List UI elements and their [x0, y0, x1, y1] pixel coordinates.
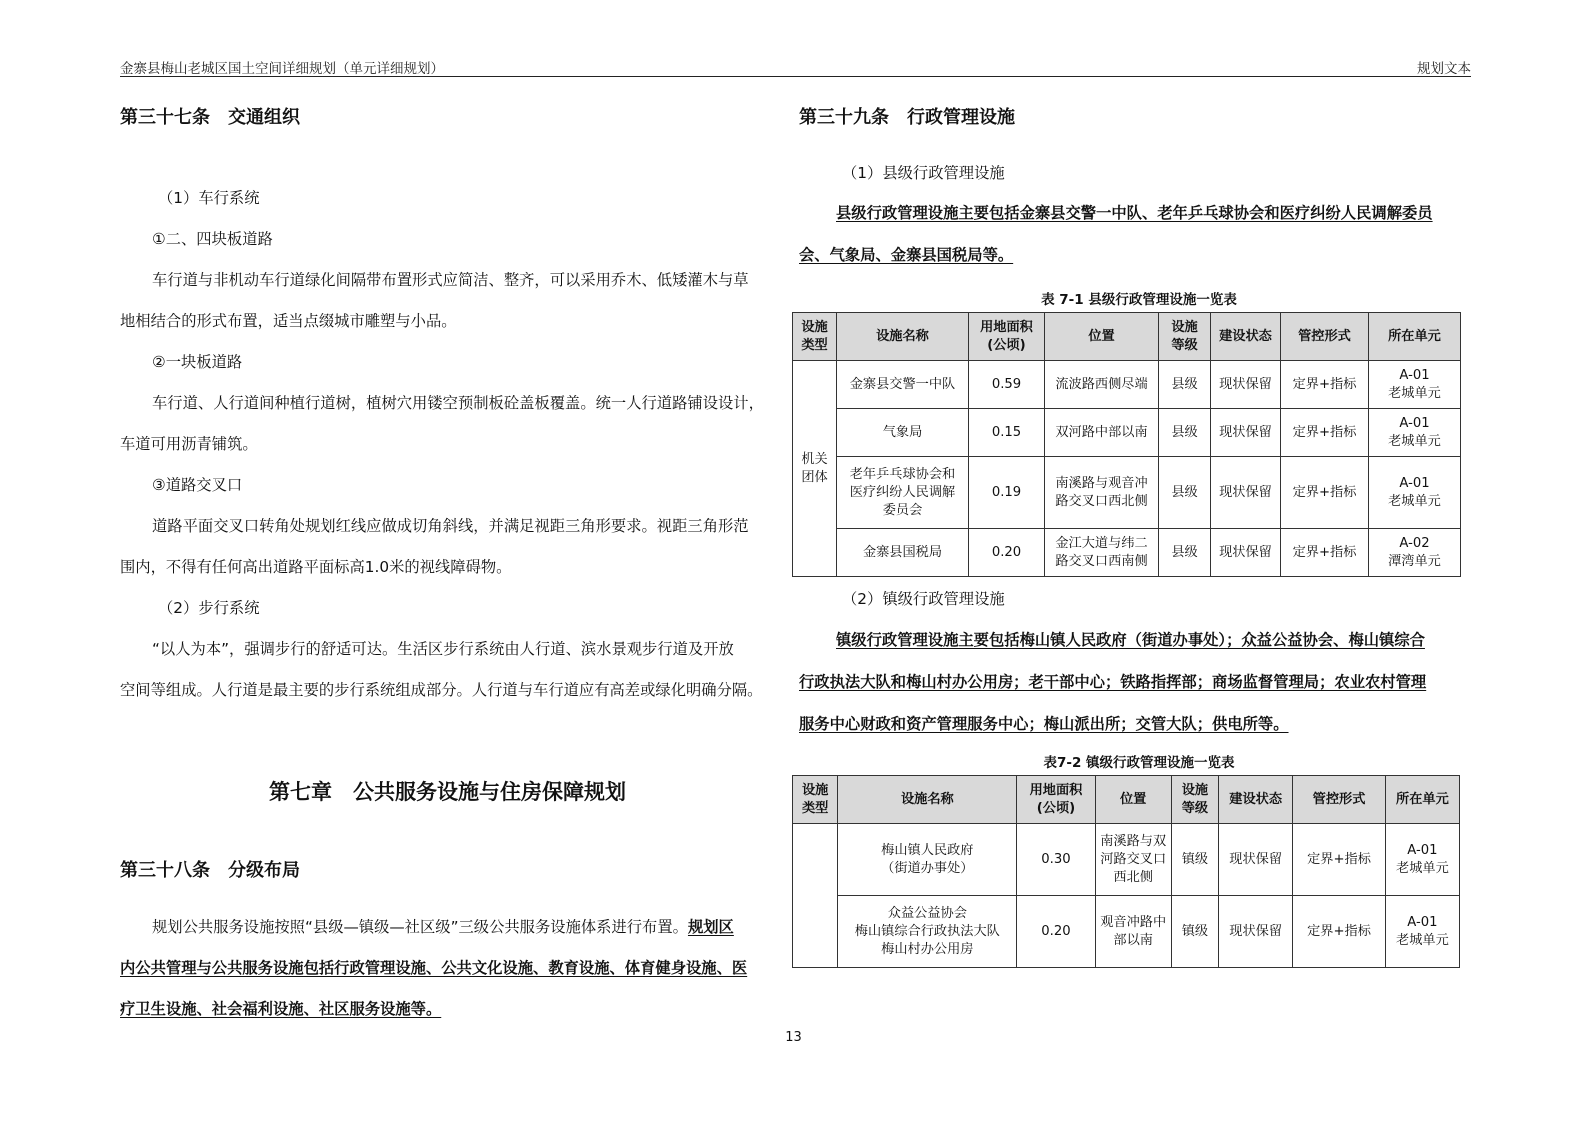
header-control-form: 管控形式: [1281, 313, 1369, 361]
location-cell: [1095, 824, 1171, 896]
location-cell-line: 观音冲路中: [1100, 914, 1167, 930]
location-cell: [1095, 896, 1171, 968]
control-form-cell: 定界+指标: [1281, 529, 1369, 577]
county-admin-facilities-table: [792, 312, 1461, 577]
unit-cell: [1369, 457, 1461, 529]
unit-cell-line: 潭湾单元: [1388, 553, 1441, 569]
location-cell: [1045, 361, 1159, 409]
header-facility-name: 设施名称: [838, 776, 1017, 824]
paragraph: ①二、四块板道路: [152, 230, 273, 248]
unit-cell-line: A-01: [1399, 367, 1430, 383]
table-row: [793, 457, 1461, 529]
unit-cell-line: 老城单元: [1388, 493, 1441, 509]
facility-name-cell-line: 老年乒乓球协会和: [849, 466, 956, 482]
emphasis-paragraph: 内公共管理与公共服务设施包括行政管理设施、公共文化设施、教育设施、体育健身设施、医: [120, 959, 748, 977]
location-cell-line: 金江大道与纬二: [1055, 535, 1148, 551]
construction-status-cell: 现状保留: [1211, 457, 1281, 529]
header-location: 位置: [1095, 776, 1171, 824]
facility-name-cell-line: 委员会: [882, 502, 923, 518]
construction-status-cell: 现状保留: [1219, 896, 1293, 968]
control-form-cell: 定界+指标: [1281, 409, 1369, 457]
location-cell-line: 双河路中部以南: [1055, 424, 1148, 440]
unit-cell: [1369, 529, 1461, 577]
location-cell-line: 路交叉口西南侧: [1055, 553, 1148, 569]
page-header: [120, 54, 1471, 77]
construction-status-cell: 现状保留: [1211, 409, 1281, 457]
paragraph: [120, 907, 775, 948]
location-cell: [1045, 529, 1159, 577]
paragraph: （1）县级行政管理设施: [842, 164, 1005, 182]
emphasis-text: 规划区: [687, 918, 734, 936]
paragraph: （2）步行系统: [158, 599, 260, 617]
land-area-cell: 0.15: [969, 409, 1045, 457]
unit-cell-line: 老城单元: [1396, 860, 1449, 876]
paragraph: ③道路交叉口: [152, 476, 243, 494]
construction-status-cell: 现状保留: [1211, 361, 1281, 409]
facility-name-cell: [837, 361, 969, 409]
paragraph: 地相结合的形式布置，适当点缀城市雕塑与小品。: [120, 312, 457, 330]
control-form-cell: 定界+指标: [1281, 361, 1369, 409]
facility-name-cell-line: 众益公益协会: [887, 905, 967, 921]
control-form-cell: 定界+指标: [1293, 896, 1386, 968]
facility-type-line: 机关: [801, 451, 828, 467]
location-cell-line: 河路交叉口: [1100, 851, 1167, 867]
unit-cell: [1369, 409, 1461, 457]
facility-name-cell: [838, 896, 1017, 968]
header-section-label: 规划文本: [1417, 61, 1471, 77]
table-header-row: [793, 313, 1461, 361]
table-row: [793, 529, 1461, 577]
unit-cell-line: A-01: [1399, 475, 1430, 491]
table-2-caption: 表7-2 镇级行政管理设施一览表: [1043, 755, 1235, 771]
construction-status-cell: 现状保留: [1219, 824, 1293, 896]
unit-cell-line: 老城单元: [1388, 385, 1441, 401]
header-control-form: 管控形式: [1293, 776, 1386, 824]
facility-name-cell-line: 金寨县国税局: [862, 544, 943, 560]
emphasis-paragraph: 疗卫生设施、社会福利设施、社区服务设施等。: [120, 1000, 442, 1018]
chapter-title: 第七章 公共服务设施与住房保障规划: [269, 780, 626, 804]
control-form-cell: 定界+指标: [1293, 824, 1386, 896]
paragraph: 空间等组成。人行道是最主要的步行系统组成部分。人行道与车行道应有高差或绿化明确分隔。: [120, 681, 763, 699]
facility-name-cell: [837, 409, 969, 457]
facility-level-cell: 县级: [1159, 457, 1211, 529]
unit-cell: [1385, 896, 1459, 968]
land-area-cell: 0.30: [1017, 824, 1095, 896]
paragraph-text: 规划公共服务设施按照“县级—镇级—社区级”三级公共服务设施体系进行布置。: [152, 918, 688, 936]
header-facility-type: 设施 类型: [793, 313, 837, 361]
facility-name-cell-line: 梅山村办公用房: [881, 941, 974, 957]
location-cell: [1045, 457, 1159, 529]
unit-cell-line: A-01: [1407, 842, 1438, 858]
facility-name-cell: [838, 824, 1017, 896]
paragraph: （2）镇级行政管理设施: [842, 590, 1005, 608]
header-location: 位置: [1045, 313, 1159, 361]
facility-name-cell-line: （街道办事处）: [881, 860, 974, 876]
land-area-cell: 0.20: [1017, 896, 1095, 968]
header-construction-status: 建设状态: [1219, 776, 1293, 824]
emphasis-paragraph: 行政执法大队和梅山村办公用房；老干部中心；铁路指挥部；商场监督管理局；农业农村管理: [799, 673, 1427, 691]
paragraph: 车行道与非机动车行道绿化间隔带布置形式应简洁、整齐，可以采用乔木、低矮灌木与草: [152, 271, 749, 289]
facility-name-cell-line: 医疗纠纷人民调解: [849, 484, 956, 500]
unit-cell-line: 老城单元: [1388, 433, 1441, 449]
paragraph: “以人为本”，强调步行的舒适可达。生活区步行系统由人行道、滨水景观步行道及开放: [152, 640, 734, 658]
emphasis-paragraph: 县级行政管理设施主要包括金寨县交警一中队、老年乒乓球协会和医疗纠纷人民调解委员: [836, 204, 1433, 222]
facility-name-cell-line: 梅山镇人民政府: [881, 842, 974, 858]
header-land-area: 用地面积 (公顷): [969, 313, 1045, 361]
header-unit: 所在单元: [1369, 313, 1461, 361]
right-column: [799, 100, 1474, 968]
header-construction-status: 建设状态: [1211, 313, 1281, 361]
table-row: [793, 896, 1460, 968]
paragraph: 车道可用沥青铺筑。: [120, 435, 258, 453]
emphasis-paragraph: 会、气象局、金寨县国税局等。: [799, 246, 1014, 264]
header-facility-level: 设施 等级: [1171, 776, 1218, 824]
location-cell: [1045, 409, 1159, 457]
facility-level-cell: 镇级: [1171, 824, 1218, 896]
town-admin-facilities-table: [792, 775, 1460, 968]
unit-cell-line: A-01: [1399, 415, 1430, 431]
facility-name-cell: [837, 529, 969, 577]
construction-status-cell: 现状保留: [1211, 529, 1281, 577]
header-facility-name: 设施名称: [837, 313, 969, 361]
land-area-cell: 0.19: [969, 457, 1045, 529]
location-cell-line: 南溪路与观音冲: [1055, 475, 1148, 491]
facility-type-cell: [793, 361, 837, 577]
table-header-row: [793, 776, 1460, 824]
location-cell-line: 流波路西侧尽端: [1055, 376, 1148, 392]
facility-level-cell: 县级: [1159, 529, 1211, 577]
table-1-caption: 表 7-1 县级行政管理设施一览表: [1041, 292, 1237, 308]
left-column: [120, 100, 775, 1030]
paragraph: （1）车行系统: [158, 189, 260, 207]
unit-cell-line: A-02: [1399, 535, 1430, 551]
facility-type-line: 团体: [801, 469, 828, 485]
location-cell-line: 部以南: [1113, 932, 1153, 948]
facility-name-cell-line: 气象局: [882, 424, 923, 440]
control-form-cell: 定界+指标: [1281, 457, 1369, 529]
article-39-title: 第三十九条 行政管理设施: [799, 107, 1015, 128]
facility-level-cell: 县级: [1159, 409, 1211, 457]
facility-name-cell-line: 梅山镇综合行政执法大队: [854, 923, 1000, 939]
land-area-cell: 0.20: [969, 529, 1045, 577]
land-area-cell: 0.59: [969, 361, 1045, 409]
table-row: [793, 824, 1460, 896]
article-37-title: 第三十七条 交通组织: [120, 107, 300, 128]
facility-name-cell-line: 金寨县交警一中队: [849, 376, 956, 392]
facility-level-cell: 镇级: [1171, 896, 1218, 968]
table-row: [793, 409, 1461, 457]
unit-cell-line: 老城单元: [1396, 932, 1449, 948]
header-document-title: 金寨县梅山老城区国土空间详细规划（单元详细规划）: [120, 61, 444, 77]
article-38-title: 第三十八条 分级布局: [120, 860, 300, 881]
unit-cell-line: A-01: [1407, 914, 1438, 930]
unit-cell: [1385, 824, 1459, 896]
paragraph: 道路平面交叉口转角处规划红线应做成切角斜线，并满足视距三角形要求。视距三角形范: [152, 517, 749, 535]
emphasis-paragraph: 镇级行政管理设施主要包括梅山镇人民政府（街道办事处）；众益公益协会、梅山镇综合: [836, 631, 1425, 649]
header-land-area: 用地面积 (公顷): [1017, 776, 1095, 824]
location-cell-line: 西北侧: [1113, 869, 1153, 885]
table-row: [793, 361, 1461, 409]
paragraph: ②一块板道路: [152, 353, 243, 371]
facility-name-cell: [837, 457, 969, 529]
unit-cell: [1369, 361, 1461, 409]
header-facility-level: 设施 等级: [1159, 313, 1211, 361]
header-facility-type: 设施 类型: [793, 776, 838, 824]
page-number: 13: [785, 1030, 802, 1045]
emphasis-paragraph: 服务中心财政和资产管理服务中心；梅山派出所；交管大队；供电所等。: [799, 715, 1289, 733]
paragraph: 车行道、人行道间种植行道树，植树穴用镂空预制板砼盖板覆盖。统一人行道路铺设设计，: [152, 394, 764, 412]
header-unit: 所在单元: [1385, 776, 1459, 824]
facility-type-cell: [793, 824, 838, 968]
facility-level-cell: 县级: [1159, 361, 1211, 409]
location-cell-line: 南溪路与双: [1100, 833, 1167, 849]
paragraph: 围内，不得有任何高出道路平面标高1.0米的视线障碍物。: [120, 558, 512, 576]
location-cell-line: 路交叉口西北侧: [1055, 493, 1148, 509]
